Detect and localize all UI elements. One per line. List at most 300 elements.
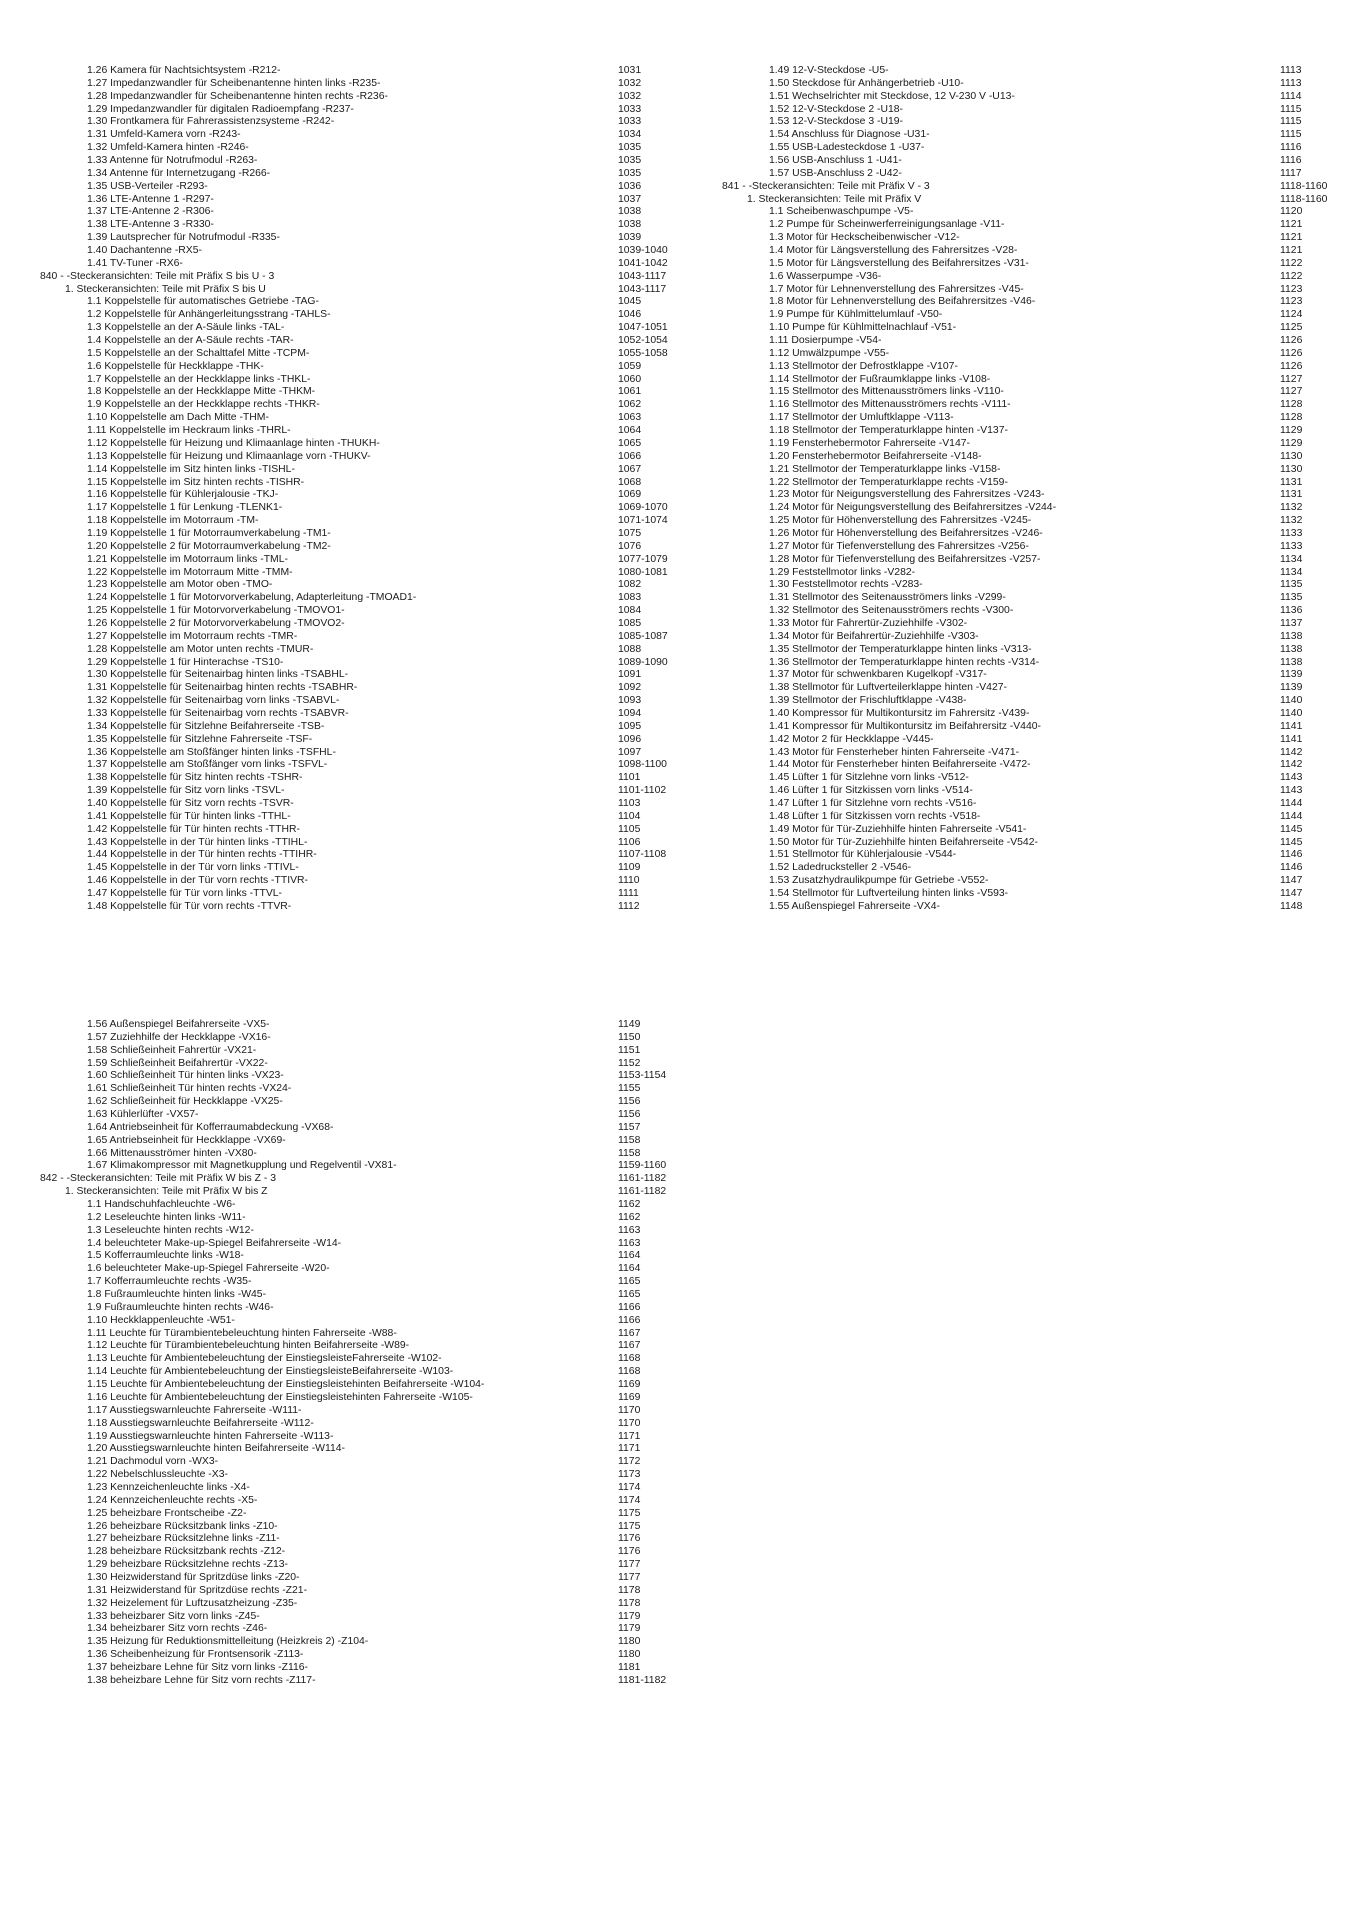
toc-page-number: 1140	[1280, 695, 1303, 707]
toc-entry-row[interactable]	[722, 245, 1332, 258]
toc-page-number: 1168	[618, 1353, 641, 1365]
toc-entry-title: 1.34 Antenne für Internetzugang -R266-	[87, 167, 271, 179]
toc-entry-row[interactable]	[40, 1328, 668, 1341]
toc-entry-row[interactable]	[40, 849, 668, 862]
toc-page-number: 1118-1160	[1280, 193, 1328, 205]
toc-page-number: 1035	[618, 167, 642, 179]
toc-entry-title: 1.2 Leseleuchte hinten links -W11-	[87, 1211, 246, 1223]
toc-entry-row[interactable]	[722, 155, 1332, 168]
toc-entry-row[interactable]	[722, 682, 1332, 695]
toc-entry-row[interactable]	[40, 528, 668, 541]
toc-entry-title: 1.27 Impedanzwandler für Scheibenantenne hinten links -R235-	[87, 77, 381, 89]
toc-entry-row[interactable]	[722, 644, 1332, 657]
toc-entry-row[interactable]	[40, 477, 668, 490]
toc-entry-title: 1.36 Scheibenheizung für Frontsensorik -Z113-	[87, 1649, 304, 1661]
toc-page-number: 1144	[1280, 797, 1303, 809]
toc-entry-row[interactable]	[40, 1559, 668, 1572]
toc-column-right-top	[722, 65, 1332, 914]
toc-page-number: 1061	[618, 386, 642, 398]
toc-entry-row[interactable]	[722, 759, 1332, 772]
toc-entry-row[interactable]	[40, 1456, 668, 1469]
toc-entry-title: 1.49 12-V-Steckdose -U5-	[769, 65, 889, 76]
toc-entry-row[interactable]	[722, 721, 1332, 734]
toc-entry-row[interactable]	[722, 142, 1332, 155]
toc-entry-row[interactable]	[722, 772, 1332, 785]
toc-entry-title: 1.16 Leuchte für Ambientebeleuchtung der Einstiegsleistehinten Fahrerseite -W105-	[87, 1391, 473, 1403]
toc-entry-row[interactable]	[40, 1083, 668, 1096]
toc-entry-title: 1.30 Frontkamera für Fahrerassistenzsysteme -R242-	[87, 116, 335, 128]
toc-entry-row[interactable]	[40, 515, 668, 528]
toc-entry-row[interactable]	[40, 1469, 668, 1482]
toc-entry-row[interactable]	[40, 1546, 668, 1559]
toc-entry-row[interactable]	[722, 862, 1332, 875]
toc-section-row[interactable]	[722, 194, 1332, 207]
toc-entry-row[interactable]	[40, 335, 668, 348]
toc-entry-row[interactable]	[40, 451, 668, 464]
toc-entry-title: 1.54 Stellmotor für Luftverteilung hinten links -V593-	[769, 888, 1009, 899]
toc-page-number: 1128	[1280, 412, 1303, 424]
toc-entry-row[interactable]	[40, 1431, 668, 1444]
toc-page-number: 1146	[1280, 862, 1303, 874]
toc-entry-row[interactable]	[40, 78, 668, 91]
toc-page-number: 1089-1090	[618, 656, 668, 668]
toc-entry-row[interactable]	[722, 747, 1332, 760]
toc-entry-title: 1.4 beleuchteter Make-up-Spiegel Beifahrerseite -W14-	[87, 1237, 342, 1249]
toc-entry-row[interactable]	[40, 541, 668, 554]
toc-entry-row[interactable]	[40, 1572, 668, 1585]
toc-entry-title: 1.1 Koppelstelle für automatisches Getriebe -TAG-	[87, 296, 319, 308]
toc-entry-title: 1.5 Kofferraumleuchte links -W18-	[87, 1250, 244, 1262]
toc-entry-row[interactable]	[40, 502, 668, 515]
toc-entry-row[interactable]	[722, 631, 1332, 644]
toc-entry-row[interactable]	[40, 1212, 668, 1225]
toc-entry-row[interactable]	[722, 374, 1332, 387]
toc-page-number: 1131	[1280, 489, 1303, 501]
toc-entry-row[interactable]	[722, 425, 1332, 438]
toc-entry-row[interactable]	[722, 451, 1332, 464]
toc-entry-row[interactable]	[722, 386, 1332, 399]
toc-entry-row[interactable]	[722, 734, 1332, 747]
toc-entry-title: 1.34 Motor für Beifahrertür-Zuziehhilfe -V303-	[769, 630, 979, 642]
toc-entry-row[interactable]	[722, 206, 1332, 219]
toc-entry-row[interactable]	[40, 1096, 668, 1109]
toc-section-row[interactable]	[40, 1186, 668, 1199]
toc-entry-title: 1.22 Stellmotor der Temperaturklappe rechts -V159-	[769, 476, 1008, 488]
toc-page-number: 1149	[618, 1019, 641, 1030]
toc-page-number: 1043-1117	[618, 283, 667, 295]
toc-page-number: 1138	[1280, 643, 1303, 655]
toc-entry-title: 1.24 Kennzeichenleuchte rechts -X5-	[87, 1494, 258, 1506]
toc-entry-row[interactable]	[40, 1289, 668, 1302]
toc-entry-row[interactable]	[40, 1662, 668, 1675]
toc-entry-row[interactable]	[40, 798, 668, 811]
toc-entry-row[interactable]	[722, 515, 1332, 528]
toc-entry-row[interactable]	[722, 271, 1332, 284]
toc-entry-title: 1.25 Koppelstelle 1 für Motorvorverkabelung -TMOVO1-	[87, 605, 345, 617]
toc-entry-title: 1.12 Leuchte für Türambientebeleuchtung hinten Beifahrerseite -W89-	[87, 1340, 410, 1352]
toc-entry-row[interactable]	[40, 1379, 668, 1392]
toc-entry-row[interactable]	[40, 1199, 668, 1212]
toc-entry-row[interactable]	[40, 631, 668, 644]
toc-entry-row[interactable]	[722, 78, 1332, 91]
toc-entry-row[interactable]	[40, 399, 668, 412]
toc-entry-row[interactable]	[722, 65, 1332, 78]
toc-entry-row[interactable]	[40, 1340, 668, 1353]
toc-entry-row[interactable]	[40, 1058, 668, 1071]
toc-entry-row[interactable]	[40, 1533, 668, 1546]
toc-entry-row[interactable]	[40, 1649, 668, 1662]
toc-page-number: 1112	[618, 900, 640, 912]
toc-entry-row[interactable]	[40, 1250, 668, 1263]
toc-entry-row[interactable]	[722, 464, 1332, 477]
toc-entry-row[interactable]	[40, 1160, 668, 1173]
toc-entry-row[interactable]	[40, 1482, 668, 1495]
toc-entry-row[interactable]	[40, 168, 668, 181]
toc-chapter-row[interactable]	[722, 181, 1332, 194]
toc-page-number: 1169	[618, 1391, 641, 1403]
toc-entry-row[interactable]	[40, 116, 668, 129]
toc-entry-row[interactable]	[40, 322, 668, 335]
toc-chapter-row[interactable]	[40, 1173, 668, 1186]
toc-entry-title: 1.34 beheizbarer Sitz vorn rechts -Z46-	[87, 1623, 268, 1635]
toc-entry-title: 1.41 Koppelstelle für Tür hinten links -TTHL-	[87, 810, 291, 822]
toc-entry-row[interactable]	[40, 65, 668, 78]
toc-entry-row[interactable]	[722, 618, 1332, 631]
toc-entry-row[interactable]	[40, 374, 668, 387]
toc-entry-row[interactable]	[40, 296, 668, 309]
toc-entry-row[interactable]	[40, 554, 668, 567]
toc-entry-row[interactable]	[722, 168, 1332, 181]
toc-page-number: 1178	[618, 1597, 641, 1609]
toc-entry-row[interactable]	[40, 1238, 668, 1251]
toc-page-number: 1131	[1280, 476, 1303, 488]
toc-page-number: 1096	[618, 733, 642, 745]
toc-entry-title: 1.27 Koppelstelle im Motorraum rechts -TMR-	[87, 630, 298, 642]
toc-page-number: 1033	[618, 103, 642, 115]
toc-entry-row[interactable]	[40, 1508, 668, 1521]
toc-entry-title: 1.27 beheizbare Rücksitzlehne links -Z11-	[87, 1533, 280, 1545]
toc-entry-title: 1.26 Koppelstelle 2 für Motorvorverkabelung -TMOVO2-	[87, 617, 345, 629]
toc-page-number: 1034	[618, 129, 642, 141]
toc-entry-row[interactable]	[722, 592, 1332, 605]
toc-entry-row[interactable]	[722, 335, 1332, 348]
toc-entry-row[interactable]	[40, 837, 668, 850]
toc-entry-row[interactable]	[40, 1225, 668, 1238]
toc-entry-row[interactable]	[40, 1623, 668, 1636]
toc-entry-title: 1.38 beheizbare Lehne für Sitz vorn rechts -Z117-	[87, 1674, 316, 1686]
toc-entry-row[interactable]	[722, 104, 1332, 117]
toc-page-number: 1148	[1280, 900, 1303, 912]
toc-entry-row[interactable]	[40, 644, 668, 657]
toc-entry-row[interactable]	[40, 682, 668, 695]
toc-entry-title: 1.62 Schließeinheit für Heckklappe -VX25-	[87, 1096, 283, 1108]
toc-page-number: 1121	[1280, 219, 1303, 231]
toc-entry-row[interactable]	[40, 1405, 668, 1418]
toc-entry-row[interactable]	[722, 309, 1332, 322]
toc-page-number: 1107-1108	[618, 849, 667, 861]
toc-entry-row[interactable]	[722, 296, 1332, 309]
toc-entry-row[interactable]	[722, 361, 1332, 374]
toc-page-number: 1155	[618, 1083, 641, 1095]
toc-entry-row[interactable]	[40, 1585, 668, 1598]
toc-entry-title: 840 - -Steckeransichten: Teile mit Präfix S bis U - 3	[40, 270, 275, 282]
toc-entry-row[interactable]	[40, 181, 668, 194]
toc-entry-row[interactable]	[722, 348, 1332, 361]
toc-entry-title: 1.3 Motor für Heckscheibenwischer -V12-	[769, 232, 960, 244]
toc-entry-row[interactable]	[40, 772, 668, 785]
toc-page-number: 1038	[618, 219, 642, 231]
toc-entry-row[interactable]	[722, 438, 1332, 451]
toc-entry-title: 1.6 beleuchteter Make-up-Spiegel Fahrerseite -W20-	[87, 1263, 330, 1275]
toc-entry-row[interactable]	[40, 901, 668, 914]
toc-page-number: 1174	[618, 1494, 641, 1506]
toc-entry-row[interactable]	[40, 1263, 668, 1276]
toc-page-number: 1069	[618, 489, 642, 501]
toc-entry-row[interactable]	[40, 1392, 668, 1405]
toc-entry-row[interactable]	[40, 361, 668, 374]
toc-entry-row[interactable]	[40, 759, 668, 772]
toc-page-number: 1075	[618, 527, 642, 539]
toc-entry-row[interactable]	[40, 438, 668, 451]
toc-entry-row[interactable]	[722, 554, 1332, 567]
toc-page-number: 1043-1117	[618, 270, 667, 282]
toc-entry-title: 1.40 Dachantenne -RX5-	[87, 245, 202, 257]
toc-entry-row[interactable]	[40, 1302, 668, 1315]
toc-entry-row[interactable]	[40, 91, 668, 104]
toc-entry-row[interactable]	[722, 502, 1332, 515]
toc-entry-title: 1.45 Koppelstelle in der Tür vorn links -TTIVL-	[87, 862, 299, 874]
toc-entry-title: 1.23 Kennzeichenleuchte links -X4-	[87, 1481, 250, 1493]
toc-page-number: 1084	[618, 605, 642, 617]
toc-entry-row[interactable]	[40, 875, 668, 888]
toc-entry-row[interactable]	[40, 1276, 668, 1289]
toc-entry-row[interactable]	[40, 862, 668, 875]
toc-entry-row[interactable]	[40, 695, 668, 708]
toc-entry-title: 1.30 Koppelstelle für Seitenairbag hinten links -TSABHL-	[87, 669, 349, 681]
toc-entry-row[interactable]	[40, 1598, 668, 1611]
toc-entry-row[interactable]	[722, 116, 1332, 129]
toc-entry-row[interactable]	[722, 888, 1332, 901]
toc-page-number: 1122	[1280, 257, 1303, 269]
toc-entry-row[interactable]	[40, 747, 668, 760]
toc-entry-row[interactable]	[722, 837, 1332, 850]
toc-section-row[interactable]	[40, 284, 668, 297]
toc-entry-row[interactable]	[722, 91, 1332, 104]
toc-entry-row[interactable]	[722, 284, 1332, 297]
toc-entry-row[interactable]	[722, 579, 1332, 592]
toc-entry-row[interactable]	[40, 567, 668, 580]
toc-entry-row[interactable]	[40, 605, 668, 618]
toc-entry-title: 1.58 Schließeinheit Fahrertür -VX21-	[87, 1044, 257, 1056]
toc-page-number: 1175	[618, 1507, 641, 1519]
toc-entry-row[interactable]	[722, 657, 1332, 670]
toc-entry-row[interactable]	[40, 1636, 668, 1649]
toc-page-number: 1152	[618, 1057, 641, 1069]
toc-entry-row[interactable]	[40, 1495, 668, 1508]
toc-page-number: 1143	[1280, 772, 1303, 784]
toc-entry-row[interactable]	[40, 129, 668, 142]
toc-entry-title: 1.46 Koppelstelle in der Tür vorn rechts -TTIVR-	[87, 875, 308, 887]
toc-entry-row[interactable]	[40, 657, 668, 670]
toc-entry-row[interactable]	[40, 1122, 668, 1135]
toc-entry-row[interactable]	[40, 104, 668, 117]
toc-entry-row[interactable]	[40, 824, 668, 837]
toc-page-number: 1130	[1280, 463, 1303, 475]
toc-entry-title: 1.43 Motor für Fensterheber hinten Fahrerseite -V471-	[769, 746, 1020, 758]
toc-entry-row[interactable]	[40, 1675, 668, 1688]
toc-entry-title: 1.22 Koppelstelle im Motorraum Mitte -TMM-	[87, 566, 293, 578]
toc-page-number: 1111	[618, 888, 639, 899]
toc-entry-title: 1.8 Fußraumleuchte hinten links -W45-	[87, 1289, 267, 1301]
toc-entry-row[interactable]	[722, 258, 1332, 271]
toc-entry-row[interactable]	[40, 206, 668, 219]
toc-entry-row[interactable]	[40, 579, 668, 592]
toc-entry-row[interactable]	[40, 1315, 668, 1328]
toc-entry-row[interactable]	[40, 194, 668, 207]
toc-entry-row[interactable]	[722, 875, 1332, 888]
toc-entry-row[interactable]	[40, 1611, 668, 1624]
toc-entry-row[interactable]	[40, 1019, 668, 1032]
toc-page-number: 1065	[618, 437, 642, 449]
toc-entry-title: 1.29 beheizbare Rücksitzlehne rechts -Z13-	[87, 1559, 288, 1571]
toc-page-number: 1142	[1280, 759, 1303, 771]
toc-entry-row[interactable]	[722, 541, 1332, 554]
toc-entry-row[interactable]	[722, 669, 1332, 682]
toc-entry-row[interactable]	[722, 129, 1332, 142]
toc-entry-row[interactable]	[722, 605, 1332, 618]
toc-page-number: 1139	[1280, 669, 1303, 681]
toc-entry-row[interactable]	[722, 824, 1332, 837]
toc-entry-title: 1.28 Impedanzwandler für Scheibenantenne hinten rechts -R236-	[87, 90, 388, 102]
toc-entry-row[interactable]	[40, 669, 668, 682]
toc-page-number: 1071-1074	[618, 515, 668, 527]
toc-entry-title: 1.27 Motor für Tiefenverstellung des Fahrersitzes -V256-	[769, 540, 1029, 552]
toc-entry-row[interactable]	[722, 322, 1332, 335]
toc-entry-row[interactable]	[40, 811, 668, 824]
toc-entry-row[interactable]	[40, 721, 668, 734]
toc-entry-row[interactable]	[722, 232, 1332, 245]
toc-entry-row[interactable]	[722, 219, 1332, 232]
toc-entry-title: 1.5 Koppelstelle an der Schalttafel Mitte -TCPM-	[87, 347, 310, 359]
toc-page-number: 1179	[618, 1623, 641, 1635]
toc-entry-row[interactable]	[40, 785, 668, 798]
toc-page-number: 1069-1070	[618, 502, 668, 514]
toc-entry-title: 1.26 Kamera für Nachtsichtsystem -R212-	[87, 65, 281, 76]
toc-entry-row[interactable]	[722, 412, 1332, 425]
toc-entry-row[interactable]	[40, 142, 668, 155]
toc-entry-row[interactable]	[40, 1418, 668, 1431]
toc-entry-row[interactable]	[40, 425, 668, 438]
toc-page-number: 1161-1182	[618, 1173, 667, 1185]
toc-entry-row[interactable]	[40, 1070, 668, 1083]
toc-entry-row[interactable]	[40, 489, 668, 502]
toc-entry-title: 1.51 Stellmotor für Kühlerjalousie -V544-	[769, 849, 957, 861]
toc-entry-title: 1.48 Koppelstelle für Tür vorn rechts -TTVR-	[87, 900, 292, 912]
toc-entry-row[interactable]	[40, 1366, 668, 1379]
toc-entry-title: 1.29 Impedanzwandler für digitalen Radioempfang -R237-	[87, 103, 354, 115]
toc-entry-row[interactable]	[722, 811, 1332, 824]
toc-entry-title: 1.24 Koppelstelle 1 für Motorvorverkabelung, Adapterleitung -TMOAD1-	[87, 592, 417, 604]
toc-entry-row[interactable]	[40, 386, 668, 399]
toc-entry-row[interactable]	[40, 708, 668, 721]
toc-entry-row[interactable]	[40, 1032, 668, 1045]
toc-entry-row[interactable]	[722, 489, 1332, 502]
toc-entry-title: 1.30 Feststellmotor rechts -V283-	[769, 579, 923, 591]
toc-entry-row[interactable]	[722, 695, 1332, 708]
toc-entry-title: 1.25 beheizbare Frontscheibe -Z2-	[87, 1507, 247, 1519]
toc-entry-row[interactable]	[40, 258, 668, 271]
toc-page-number: 1114	[1280, 90, 1302, 102]
toc-entry-title: 1.12 Umwälzpumpe -V55-	[769, 347, 890, 359]
toc-page-number: 1165	[618, 1289, 641, 1301]
toc-entry-row[interactable]	[722, 477, 1332, 490]
toc-entry-row[interactable]	[40, 348, 668, 361]
toc-entry-row[interactable]	[40, 412, 668, 425]
toc-entry-row[interactable]	[722, 849, 1332, 862]
toc-entry-row[interactable]	[40, 1109, 668, 1122]
toc-entry-row[interactable]	[40, 1443, 668, 1456]
toc-entry-row[interactable]	[40, 1353, 668, 1366]
toc-page-number: 1147	[1280, 875, 1303, 887]
toc-page-number: 1095	[618, 720, 642, 732]
toc-entry-row[interactable]	[722, 708, 1332, 721]
toc-page-number: 1121	[1280, 232, 1303, 244]
toc-entry-row[interactable]	[40, 245, 668, 258]
toc-entry-title: 1.46 Lüfter 1 für Sitzkissen vorn links -V514-	[769, 785, 973, 797]
toc-entry-title: 1.12 Koppelstelle für Heizung und Klimaanlage hinten -THUKH-	[87, 437, 380, 449]
toc-page-number: 1101-1102	[618, 785, 667, 797]
toc-page-number: 1171	[618, 1443, 641, 1455]
toc-entry-row[interactable]	[40, 1148, 668, 1161]
toc-entry-row[interactable]	[40, 1521, 668, 1534]
toc-entry-title: 1.30 Heizwiderstand für Spritzdüse links -Z20-	[87, 1571, 300, 1583]
toc-entry-title: 1.66 Mittenausströmer hinten -VX80-	[87, 1147, 257, 1159]
toc-entry-title: 1.56 Außenspiegel Beifahrerseite -VX5-	[87, 1019, 270, 1030]
toc-entry-row[interactable]	[722, 567, 1332, 580]
toc-entry-row[interactable]	[722, 798, 1332, 811]
toc-page-number: 1117	[1280, 167, 1302, 179]
toc-entry-title: 1.63 Kühlerlüfter -VX57-	[87, 1109, 199, 1121]
toc-page-number: 1157	[618, 1121, 641, 1133]
toc-entry-row[interactable]	[40, 1135, 668, 1148]
toc-entry-row[interactable]	[722, 399, 1332, 412]
toc-entry-row[interactable]	[722, 528, 1332, 541]
toc-entry-title: 1.60 Schließeinheit Tür hinten links -VX23-	[87, 1070, 284, 1082]
toc-page-number: 1126	[1280, 335, 1303, 347]
toc-page-number: 1038	[618, 206, 642, 218]
toc-entry-row[interactable]	[40, 592, 668, 605]
toc-entry-title: 1.38 Koppelstelle für Sitz hinten rechts -TSHR-	[87, 772, 303, 784]
toc-chapter-row[interactable]	[40, 271, 668, 284]
toc-entry-row[interactable]	[40, 1045, 668, 1058]
toc-entry-row[interactable]	[40, 464, 668, 477]
toc-entry-row[interactable]	[40, 309, 668, 322]
toc-page-number: 1113	[1280, 65, 1302, 76]
toc-page-number: 1165	[618, 1276, 641, 1288]
toc-entry-row[interactable]	[40, 219, 668, 232]
toc-page-number: 1082	[618, 579, 642, 591]
toc-page-number: 1141	[1280, 720, 1303, 732]
toc-entry-row[interactable]	[722, 785, 1332, 798]
toc-entry-row[interactable]	[40, 232, 668, 245]
toc-page-number: 1039	[618, 232, 642, 244]
toc-entry-row[interactable]	[40, 155, 668, 168]
toc-entry-row[interactable]	[40, 618, 668, 631]
toc-entry-row[interactable]	[722, 901, 1332, 914]
toc-entry-title: 1.50 Steckdose für Anhängerbetrieb -U10-	[769, 77, 964, 89]
toc-entry-row[interactable]	[40, 734, 668, 747]
toc-entry-row[interactable]	[40, 888, 668, 901]
